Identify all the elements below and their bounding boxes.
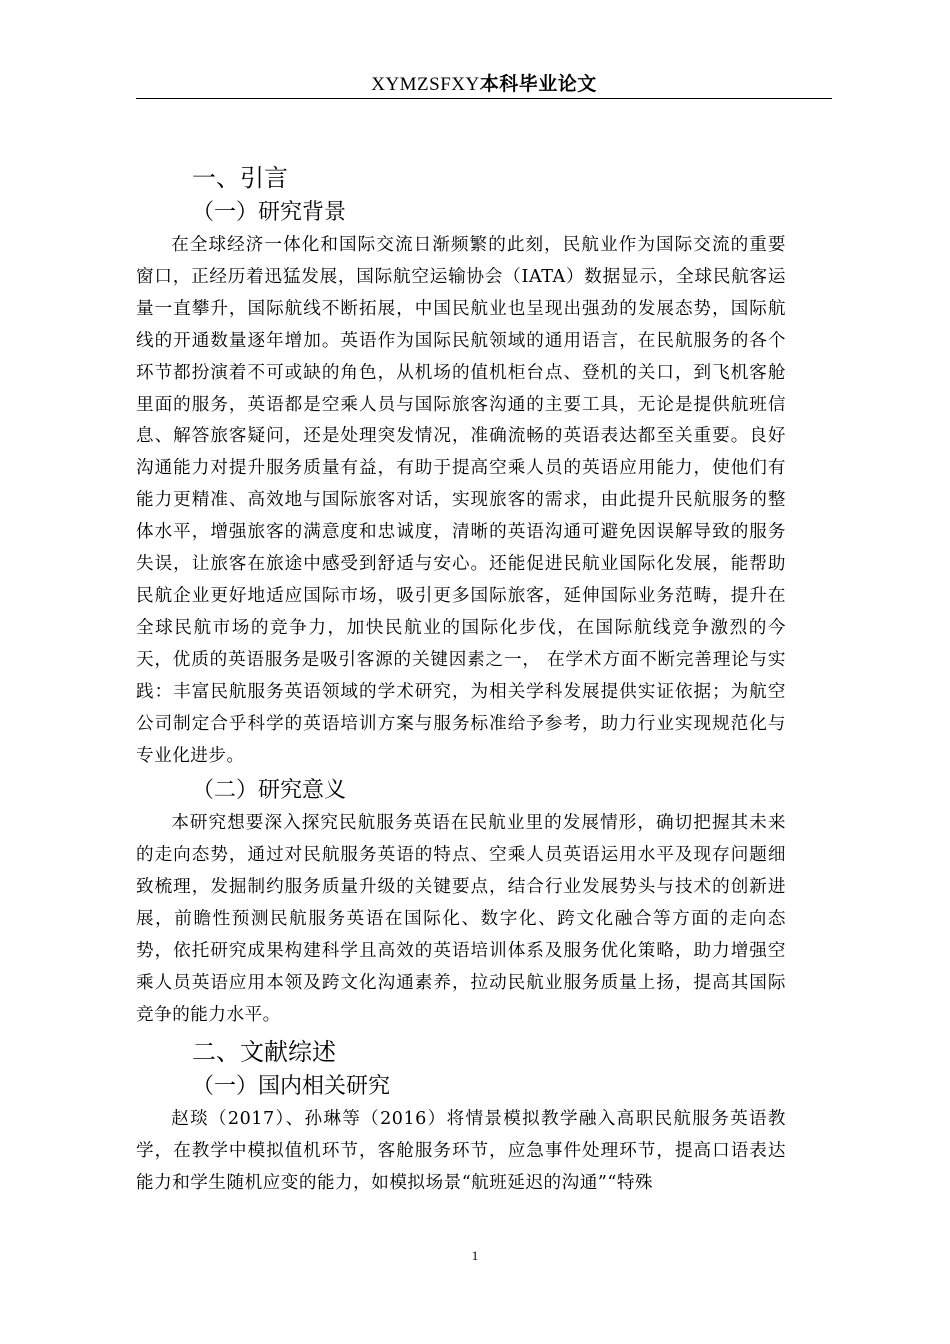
section-intro-heading: 一、引言 [192,164,288,192]
subsection-significance-heading: （二）研究意义 [192,778,347,804]
subsection-background-heading: （一）研究背景 [192,200,347,225]
header-title: 本科毕业论文 [479,73,597,95]
page-number: 1 [471,1248,479,1263]
significance-paragraph: 本研究想要深入探究民航服务英语在民航业里的发展情形，确切把握其未来的走向态势，通过对民航服务英语的特点、空乘人员英语运用水平及现存问题细致梳理，发掘制约服务质量升级的关键要点，结合行业发展势头与技术的创新进展，前瞻性预测民航服务英语在国际化、数字化、跨文化融合等方面的走向态势，依托研究成果构建科学且高效的英语培训体系及服务优化策略，助力增强空乘人员英语应用本领及跨文化沟通素养，拉动民航业服务质量上扬，提高其国际竞争的能力水平。 [136,813,786,1025]
background-paragraph: 在全球经济一体化和国际交流日渐频繁的此刻，民航业作为国际交流的重要窗口，正经历着迅猛发展，国际航空运输协会（IATA）数据显示，全球民航客运量一直攀升，国际航线不断拓展，中国民航业也呈现出强劲的发展态势，国际航线的开通数量逐年增加。英语作为国际民航领域的通用语言，在民航服务的各个环节都扮演着不可或缺的角色，从机场的值机柜台点、登机的关口，到飞机客舱里面的服务，英语都是空乘人员与国际旅客沟通的主要工具，无论是提供航班信息、解答旅客疑问，还是处理突发情况，准确流畅的英语表达都至关重要。良好沟通能力对提升服务质量有益，有助于提高空乘人员的英语应用能力，使他们有能力更精准、高效地与国际旅客对话，实现旅客的需求，由此提升民航服务的整体水平，增强旅客的满意度和忠诚度，清晰的英语沟通可避免因误解导致的服务失误，让旅客在旅途中感受到舒适与安心。还能促进民航业国际化发展，能帮助民航企业更好地适应国际市场，吸引更多国际旅客，延伸国际业务范畴，提升在全球民航市场的竞争力，加快民航业的国际化步伐，在国际航线竞争激烈的今天，优质的英语服务是吸引客源的关键因素之一， 在学术方面不断完善理论与实践：丰富民航服务英语领域的学术研究，为相关学科发展提供实证依据；为航空公司制定合乎科学的英语培训方案与服务标准给予参考，助力行业实现规范化与专业化进步。 [136,235,786,766]
subsection-domestic-heading: （一）国内相关研究 [192,1073,391,1099]
page-header [136,70,832,98]
domestic-paragraph: 赵琰（2017）、孙琳等（2016）将情景模拟教学融入高职民航服务英语教学，在教学中模拟值机环节，客舱服务环节，应急事件处理环节，提高口语表达能力和学生随机应变的能力，如模拟场景“航班延迟的沟通”“特殊 [136,1108,786,1193]
section-review-heading: 二、文献综述 [192,1037,336,1066]
header-rule [136,98,832,99]
header-school-code: XYMZSFXY [371,74,480,95]
document-body [136,160,786,1199]
